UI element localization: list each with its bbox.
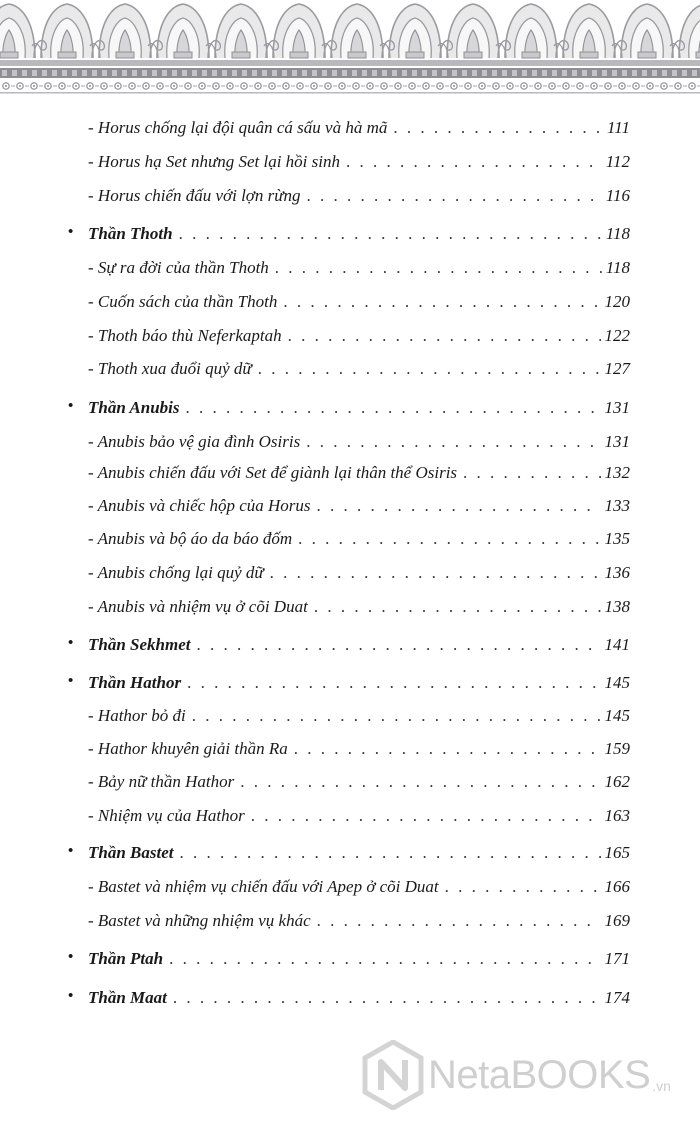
toc-subentry bbox=[88, 326, 630, 352]
toc-entry-title: Thần Anubis bbox=[88, 398, 180, 417]
toc-entry-title: - Nhiệm vụ của Hathor bbox=[88, 806, 245, 825]
toc-section-entry bbox=[68, 673, 630, 699]
toc-entry-title: - Horus hạ Set nhưng Set lại hồi sinh bbox=[88, 152, 340, 171]
toc-entry-title: Thần Sekhmet bbox=[88, 635, 191, 654]
toc-subentry bbox=[88, 739, 630, 765]
toc-subentry bbox=[88, 529, 630, 555]
toc-subentry bbox=[88, 772, 630, 798]
toc-entry-title: Thần Hathor bbox=[88, 673, 182, 692]
toc-page-number: 171 bbox=[604, 949, 630, 968]
toc-entry-title: - Anubis chống lại quỷ dữ bbox=[88, 563, 264, 582]
toc-subentry bbox=[88, 258, 630, 284]
toc-entry-title: - Cuốn sách của thần Thoth bbox=[88, 292, 278, 311]
toc-entry-title: - Anubis và bộ áo da báo đốm bbox=[88, 529, 293, 548]
toc-page-number: 145 bbox=[604, 706, 630, 725]
watermark-brand: NetaBOOKS bbox=[428, 1052, 651, 1097]
dot-leader bbox=[197, 635, 601, 655]
bullet-icon: • bbox=[68, 988, 74, 1004]
toc-page-number: 165 bbox=[604, 843, 630, 862]
toc-page-number: 145 bbox=[604, 673, 630, 692]
bullet-icon: • bbox=[68, 398, 74, 414]
toc-subentry bbox=[88, 597, 630, 623]
dot-leader bbox=[298, 529, 600, 549]
toc-subentry bbox=[88, 877, 630, 903]
dot-leader bbox=[173, 988, 601, 1008]
toc-entry-title: Thần Maat bbox=[88, 988, 167, 1007]
toc-page-number: 133 bbox=[604, 496, 630, 515]
toc-entry-title: - Bastet và nhiệm vụ chiến đấu với Apep ở cõi Duat bbox=[88, 877, 439, 896]
toc-entry-title: - Horus chống lại đội quân cá sấu và hà mã bbox=[88, 118, 388, 137]
toc-entry-title: Thần Thoth bbox=[88, 224, 173, 243]
toc-section-entry bbox=[68, 224, 630, 250]
toc-entry-title: - Thoth báo thù Neferkaptah bbox=[88, 326, 282, 345]
toc-page-number: 166 bbox=[604, 877, 630, 896]
dot-leader bbox=[275, 258, 602, 278]
toc-section-entry bbox=[68, 988, 630, 1014]
dot-leader bbox=[169, 949, 600, 969]
toc-entry-title: - Horus chiến đấu với lợn rừng bbox=[88, 186, 301, 205]
toc-page-number: 136 bbox=[604, 563, 630, 582]
dot-leader bbox=[258, 359, 601, 379]
toc-page-number: 116 bbox=[605, 186, 630, 205]
toc-entry-title: - Hathor khuyên giải thần Ra bbox=[88, 739, 288, 758]
toc-subentry bbox=[88, 118, 630, 144]
bullet-icon: • bbox=[68, 673, 74, 689]
toc-page-number: 138 bbox=[604, 597, 630, 616]
toc-page-number: 132 bbox=[604, 463, 630, 482]
dot-leader bbox=[283, 292, 600, 312]
dot-leader bbox=[317, 496, 601, 516]
toc-page-number: 120 bbox=[604, 292, 630, 311]
toc-page-number: 131 bbox=[604, 432, 630, 451]
toc-subentry bbox=[88, 806, 630, 832]
toc-entry-title: Thần Ptah bbox=[88, 949, 164, 968]
toc-page-number: 162 bbox=[604, 772, 630, 791]
toc-section-entry bbox=[68, 843, 630, 869]
toc-subentry bbox=[88, 911, 630, 937]
toc-page-number: 159 bbox=[604, 739, 630, 758]
bullet-icon: • bbox=[68, 843, 74, 859]
toc-entry-title: - Sự ra đời của thần Thoth bbox=[88, 258, 269, 277]
toc-entry-title: - Anubis bảo vệ gia đình Osiris bbox=[88, 432, 301, 451]
toc-page-number: 174 bbox=[604, 988, 630, 1007]
toc-section-entry bbox=[68, 949, 630, 975]
toc-subentry bbox=[88, 463, 630, 489]
toc-entry-title: - Hathor bỏ đi bbox=[88, 706, 186, 725]
bullet-icon: • bbox=[68, 949, 74, 965]
dot-leader bbox=[240, 772, 600, 792]
dot-leader bbox=[346, 152, 602, 172]
dot-leader bbox=[192, 706, 601, 726]
toc-subentry bbox=[88, 706, 630, 732]
dot-leader bbox=[307, 186, 602, 206]
netabooks-logo-icon bbox=[362, 1040, 424, 1110]
toc-page-number: 169 bbox=[604, 911, 630, 930]
watermark-suffix: .vn bbox=[652, 1078, 671, 1094]
toc-subentry bbox=[88, 432, 630, 458]
dot-leader bbox=[179, 224, 602, 244]
toc-subentry bbox=[88, 496, 630, 522]
dot-leader bbox=[463, 463, 600, 483]
toc-subentry bbox=[88, 563, 630, 589]
toc-section-entry bbox=[68, 635, 630, 661]
dot-leader bbox=[445, 877, 601, 897]
dot-leader bbox=[180, 843, 601, 863]
dot-leader bbox=[393, 118, 603, 138]
toc-page-number: 122 bbox=[604, 326, 630, 345]
toc-entry-title: - Anubis và chiếc hộp của Horus bbox=[88, 496, 311, 515]
toc-page-number: 135 bbox=[604, 529, 630, 548]
toc-section-entry bbox=[68, 398, 630, 424]
dot-leader bbox=[251, 806, 601, 826]
bullet-icon: • bbox=[68, 635, 74, 651]
toc-subentry bbox=[88, 359, 630, 385]
toc-page-number: 112 bbox=[605, 152, 630, 171]
dot-leader bbox=[186, 398, 601, 418]
toc-entry-title: - Bastet và những nhiệm vụ khác bbox=[88, 911, 311, 930]
toc-entry-title: Thần Bastet bbox=[88, 843, 174, 862]
dot-leader bbox=[270, 563, 601, 583]
toc-subentry bbox=[88, 186, 630, 212]
toc-page-number: 127 bbox=[604, 359, 630, 378]
toc-page-number: 118 bbox=[605, 258, 630, 277]
toc-page-number: 111 bbox=[607, 118, 630, 137]
bullet-icon: • bbox=[68, 224, 74, 240]
dot-leader bbox=[294, 739, 601, 759]
toc-entry-title: - Bảy nữ thần Hathor bbox=[88, 772, 235, 791]
dot-leader bbox=[314, 597, 601, 617]
toc-subentry bbox=[88, 152, 630, 178]
dot-leader bbox=[317, 911, 601, 931]
toc-page-number: 163 bbox=[604, 806, 630, 825]
dot-leader bbox=[288, 326, 601, 346]
dot-leader bbox=[306, 432, 600, 452]
toc-entry-title: - Anubis và nhiệm vụ ở cõi Duat bbox=[88, 597, 308, 616]
toc-entry-title: - Anubis chiến đấu với Set để giành lại thân thể Osiris bbox=[88, 463, 458, 482]
dot-leader bbox=[187, 673, 600, 693]
toc-page-number: 131 bbox=[604, 398, 630, 417]
toc-entry-title: - Thoth xua đuổi quỷ dữ bbox=[88, 359, 252, 378]
toc-page-number: 141 bbox=[604, 635, 630, 654]
toc-page-number: 118 bbox=[605, 224, 630, 243]
netabooks-watermark bbox=[362, 1040, 692, 1110]
toc-subentry bbox=[88, 292, 630, 318]
